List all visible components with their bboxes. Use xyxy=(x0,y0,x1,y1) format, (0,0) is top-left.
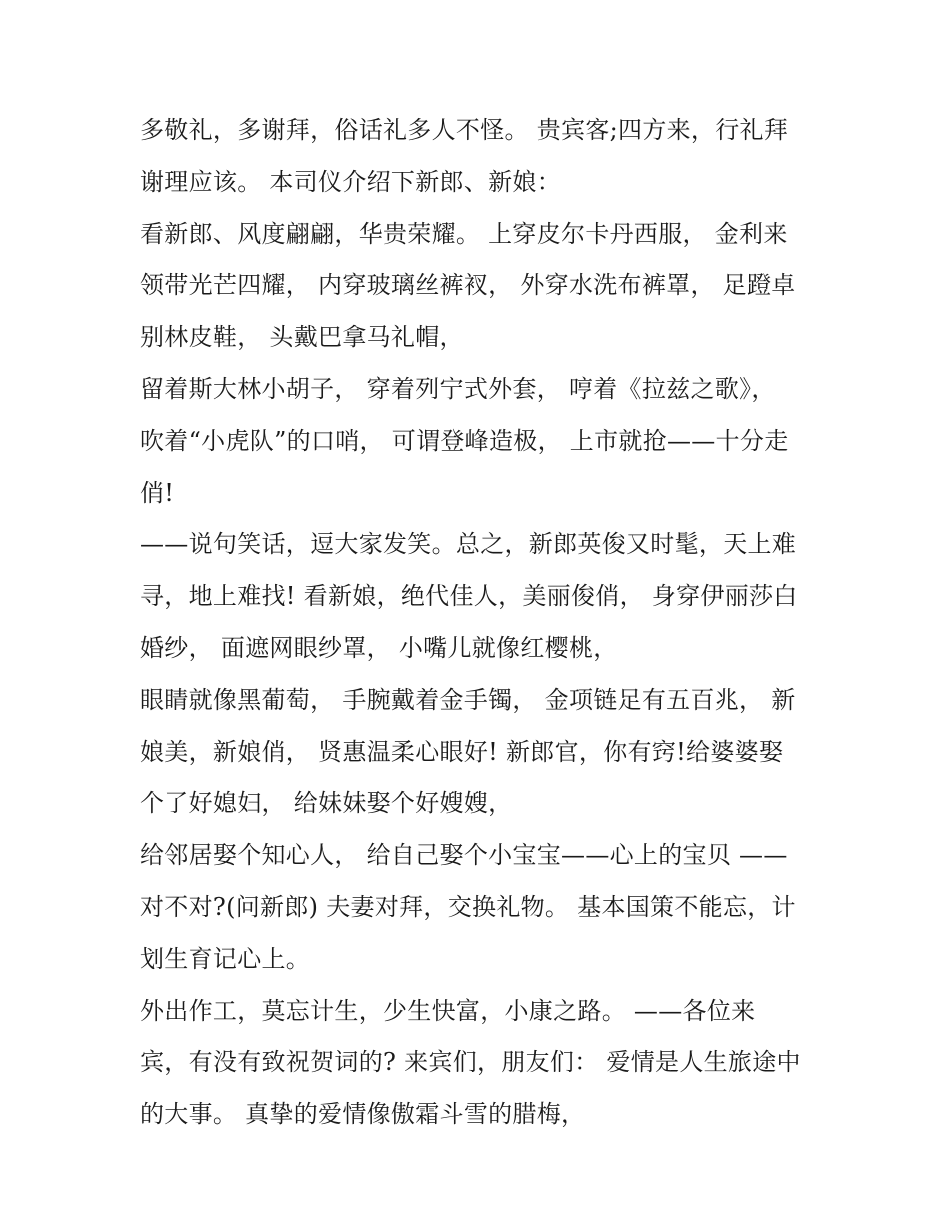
document-body xyxy=(140,108,820,1144)
text-line: 给邻居娶个知心人， 给自己娶个小宝宝——心上的宝贝 —— xyxy=(140,841,788,870)
text-line: 的大事。 真挚的爱情像傲霜斗雪的腊梅， xyxy=(140,1100,586,1129)
text-line: 娘美，新娘俏， 贤惠温柔心眼好! 新郎官，你有窍!给婆婆娶 xyxy=(140,737,784,766)
text-line: 划生育记心上。 xyxy=(140,944,311,973)
text-line: 吹着“小虎队”的口哨， 可谓登峰造极， 上市就抢——十分走 xyxy=(140,426,789,455)
text-line: 领带光芒四耀， 内穿玻璃丝裤衩， 外穿水洗布裤罩， 足蹬卓 xyxy=(140,271,796,300)
text-line: 宾，有没有致祝贺词的? 来宾们，朋友们： 爱情是人生旅途中 xyxy=(140,1048,801,1077)
text-line: 眼睛就像黑葡萄， 手腕戴着金手镯， 金项链足有五百兆， 新 xyxy=(140,685,796,714)
text-line: 谢理应该。 本司仪介绍下新郎、新娘： xyxy=(140,167,562,196)
text-line: 个了好媳妇， 给妹妹娶个好嫂嫂， xyxy=(140,789,513,818)
text-line: 寻，地上难找! 看新娘，绝代佳人，美丽俊俏， 身穿伊丽莎白 xyxy=(140,582,798,611)
text-line: 婚纱， 面遮网眼纱罩， 小嘴儿就像红樱桃， xyxy=(140,633,618,662)
text-line: 别林皮鞋， 头戴巴拿马礼帽， xyxy=(140,323,464,352)
text-line: 多敬礼，多谢拜，俗话礼多人不怪。 贵宾客;四方来，行礼拜 xyxy=(140,116,789,144)
text-line: 外出作工，莫忘计生，少生快富，小康之路。 ——各位来 xyxy=(140,996,756,1025)
text-line: 看新郎、风度翩翩，华贵荣耀。 上穿皮尔卡丹西服， 金利来 xyxy=(140,219,788,248)
text-line: 留着斯大林小胡子， 穿着列宁式外套， 哼着《拉兹之歌》， xyxy=(140,374,776,403)
text-line: 俏! xyxy=(140,478,175,507)
text-line: 对不对?(问新郎) 夫妻对拜，交换礼物。 基本国策不能忘，计 xyxy=(140,892,796,921)
text-line: ——说句笑话，逗大家发笑。总之，新郎英俊又时髦，天上难 xyxy=(140,530,797,559)
